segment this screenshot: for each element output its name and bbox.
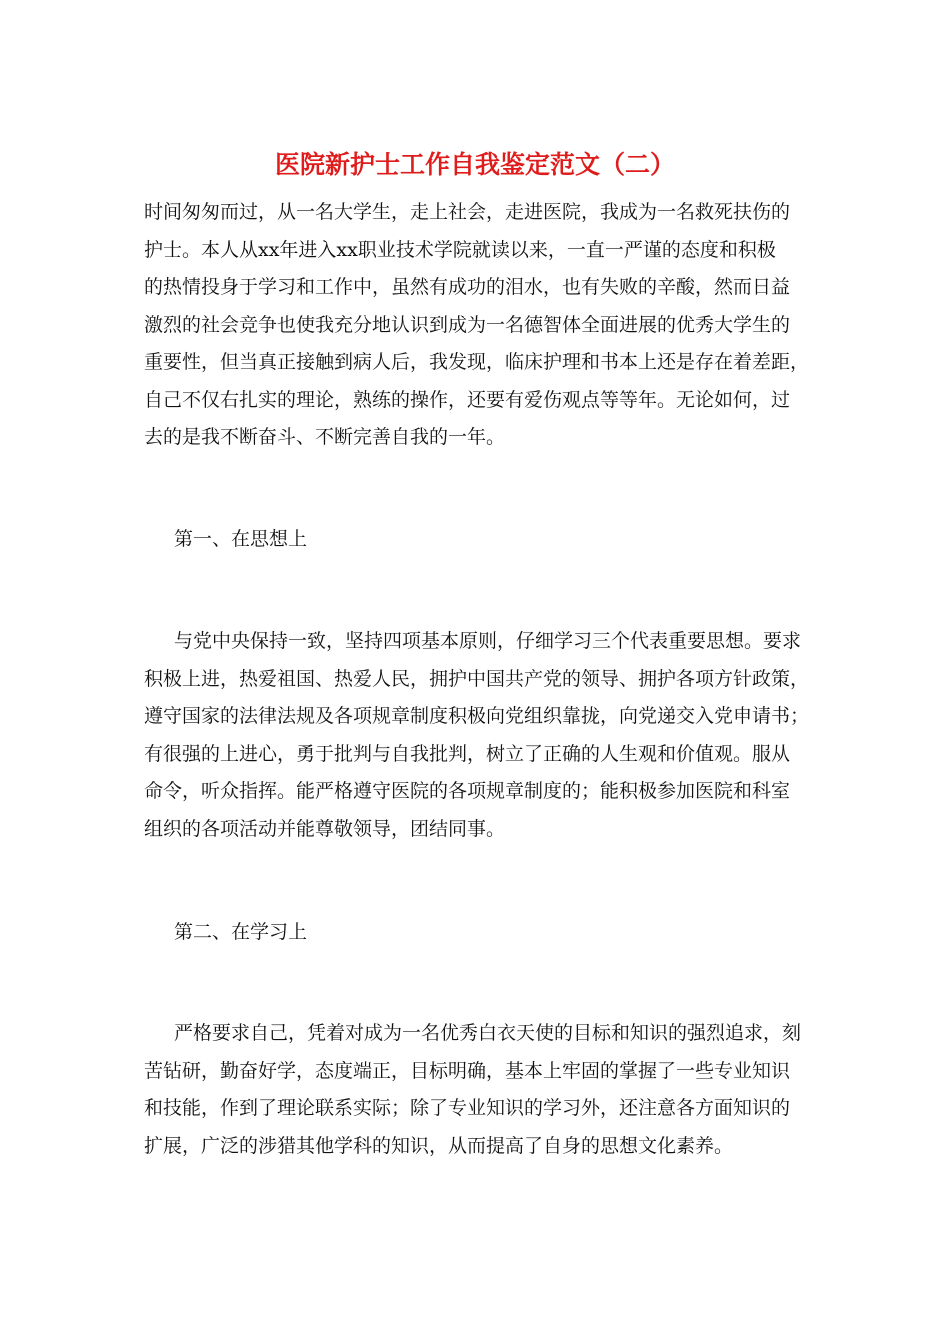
section-heading-study: 第二、在学习上 bbox=[174, 921, 308, 943]
paragraph-line: 重要性，但当真正接触到病人后，我发现，临床护理和书本上还是存在着差距， bbox=[144, 351, 810, 373]
paragraph-line: 自己不仅右扎实的理论，熟练的操作，还要有爱伤观点等等年。无论如何，过 bbox=[144, 388, 791, 411]
document-title: 医院新护士工作自我鉴定范文（二） bbox=[274, 150, 675, 179]
paragraph-line: 扩展，广泛的涉猎其他学科的知识，从而提高了自身的思想文化素养。 bbox=[144, 1134, 734, 1157]
paragraph-line: 苦钻研，勤奋好学，态度端正，目标明确，基本上牢固的掌握了一些专业知识 bbox=[144, 1059, 791, 1082]
section-heading-thought: 第一、在思想上 bbox=[174, 528, 308, 550]
paragraph-line: 遵守国家的法律法规及各项规章制度积极向党组织靠拢，向党递交入党申请书； bbox=[144, 705, 810, 727]
paragraph-line: 积极上进，热爱祖国、热爱人民，拥护中国共产党的领导、拥护各项方针政策， bbox=[144, 667, 810, 690]
paragraph-line: 激烈的社会竞争也使我充分地认识到成为一名德智体全面进展的优秀大学生的 bbox=[144, 313, 791, 336]
paragraph-line: 命令，听众指挥。能严格遵守医院的各项规章制度的；能积极参加医院和科室 bbox=[144, 780, 791, 802]
paragraph-line: 严格要求自己，凭着对成为一名优秀白衣天使的目标和知识的强烈追求，刻 bbox=[174, 1022, 802, 1044]
paragraph-line: 与党中央保持一致，坚持四项基本原则，仔细学习三个代表重要思想。要求 bbox=[174, 630, 802, 652]
paragraph-line: 的热情投身于学习和工作中，虽然有成功的泪水，也有失败的辛酸，然而日益 bbox=[144, 276, 791, 298]
paragraph-line: 组织的各项活动并能尊敬领导，团结同事。 bbox=[144, 817, 506, 840]
paragraph-line: 和技能，作到了理论联系实际；除了专业知识的学习外，还注意各方面知识的 bbox=[144, 1097, 791, 1119]
paragraph-line: 时间匆匆而过，从一名大学生，走上社会，走进医院，我成为一名救死扶伤的 bbox=[144, 201, 791, 223]
section-paragraph-thought bbox=[144, 623, 810, 848]
paragraph-line: 护士。本人从xx年进入xx职业技术学院就读以来，一直一严谨的态度和积极 bbox=[144, 238, 776, 261]
intro-paragraph bbox=[144, 194, 810, 457]
section-paragraph-study bbox=[144, 1015, 806, 1165]
paragraph-line: 有很强的上进心，勇于批判与自我批判，树立了正确的人生观和价值观。服从 bbox=[144, 742, 791, 765]
paragraph-line: 去的是我不断奋斗、不断完善自我的一年。 bbox=[144, 426, 506, 448]
